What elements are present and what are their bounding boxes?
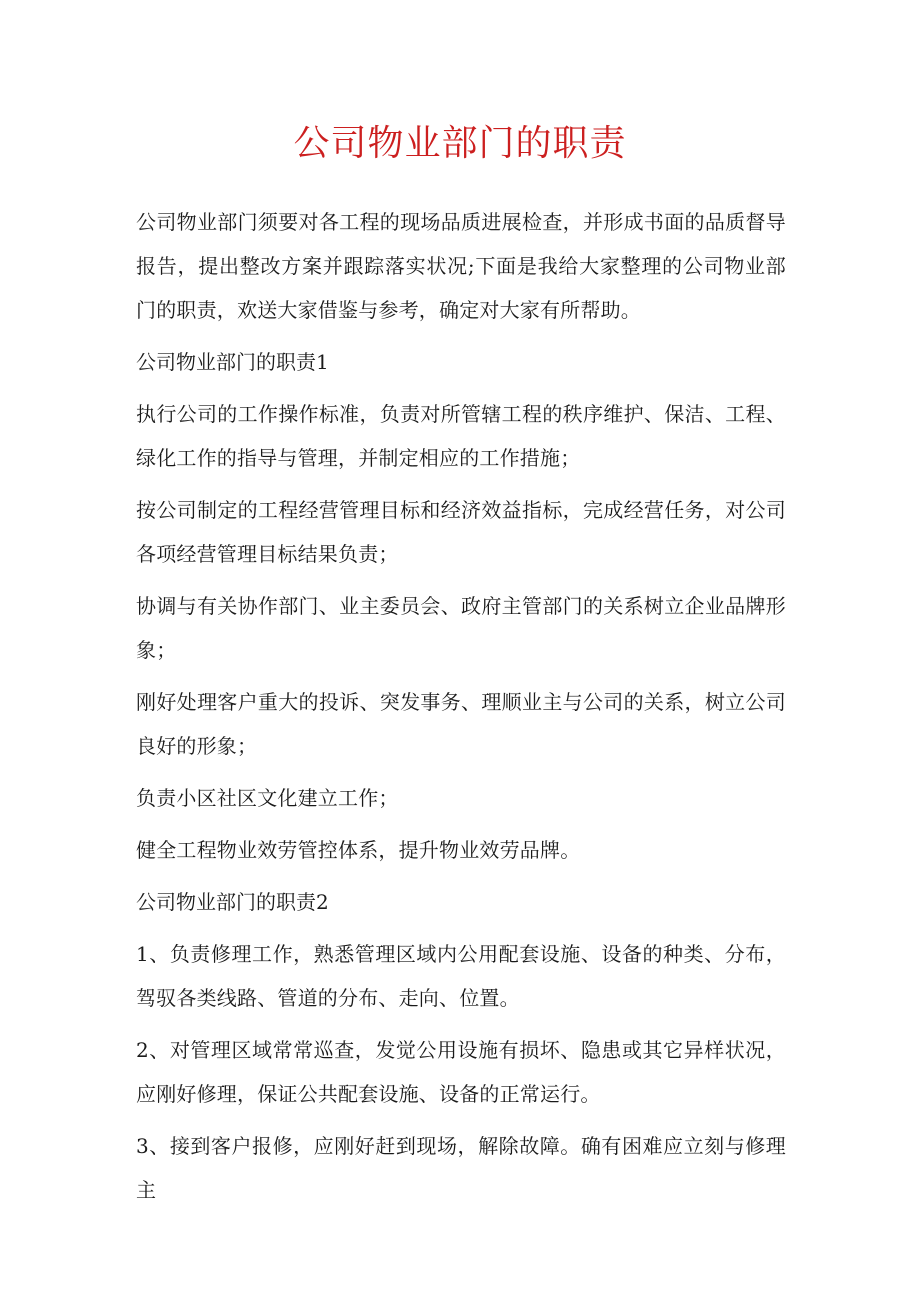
page-title: 公司物业部门的职责 [293,123,627,164]
duty-paragraph: 执行公司的工作操作标准，负责对所管辖工程的秩序维护、保洁、工程、绿化工作的指导与管理，并制定相应的工作措施； [136,402,786,470]
section-heading-2: 公司物业部门的职责2 [136,890,329,914]
duty-paragraph: 健全工程物业效劳管控体系，提升物业效劳品牌。 [136,838,581,862]
section-heading-1: 公司物业部门的职责1 [136,350,329,374]
duty-paragraph: 协调与有关协作部门、业主委员会、政府主管部门的关系树立企业品牌形象； [136,594,786,662]
duty-paragraph: 刚好处理客户重大的投诉、突发事务、理顺业主与公司的关系，树立公司良好的形象； [136,690,786,758]
duty-paragraph: 1、负责修理工作，熟悉管理区域内公用配套设施、设备的种类、分布，驾驭各类线路、管道的分布、走向、位置。 [136,942,786,1010]
duty-paragraph: 负责小区社区文化建立工作； [136,786,399,810]
duty-paragraph: 3、接到客户报修，应刚好赶到现场，解除故障。确有困难应立刻与修理主 [136,1134,786,1202]
duty-paragraph: 按公司制定的工程经营管理目标和经济效益指标，完成经营任务，对公司各项经营管理目标结果负责； [136,498,786,566]
duty-paragraph: 2、对管理区域常常巡查，发觉公用设施有损坏、隐患或其它异样状况，应刚好修理，保证公共配套设施、设备的正常运行。 [136,1038,786,1106]
document-body [136,200,786,1220]
intro-paragraph: 公司物业部门须要对各工程的现场品质进展检查，并形成书面的品质督导报告，提出整改方案并跟踪落实状况;下面是我给大家整理的公司物业部门的职责，欢送大家借鉴与参考，确定对大家有所帮助。 [136,210,786,322]
